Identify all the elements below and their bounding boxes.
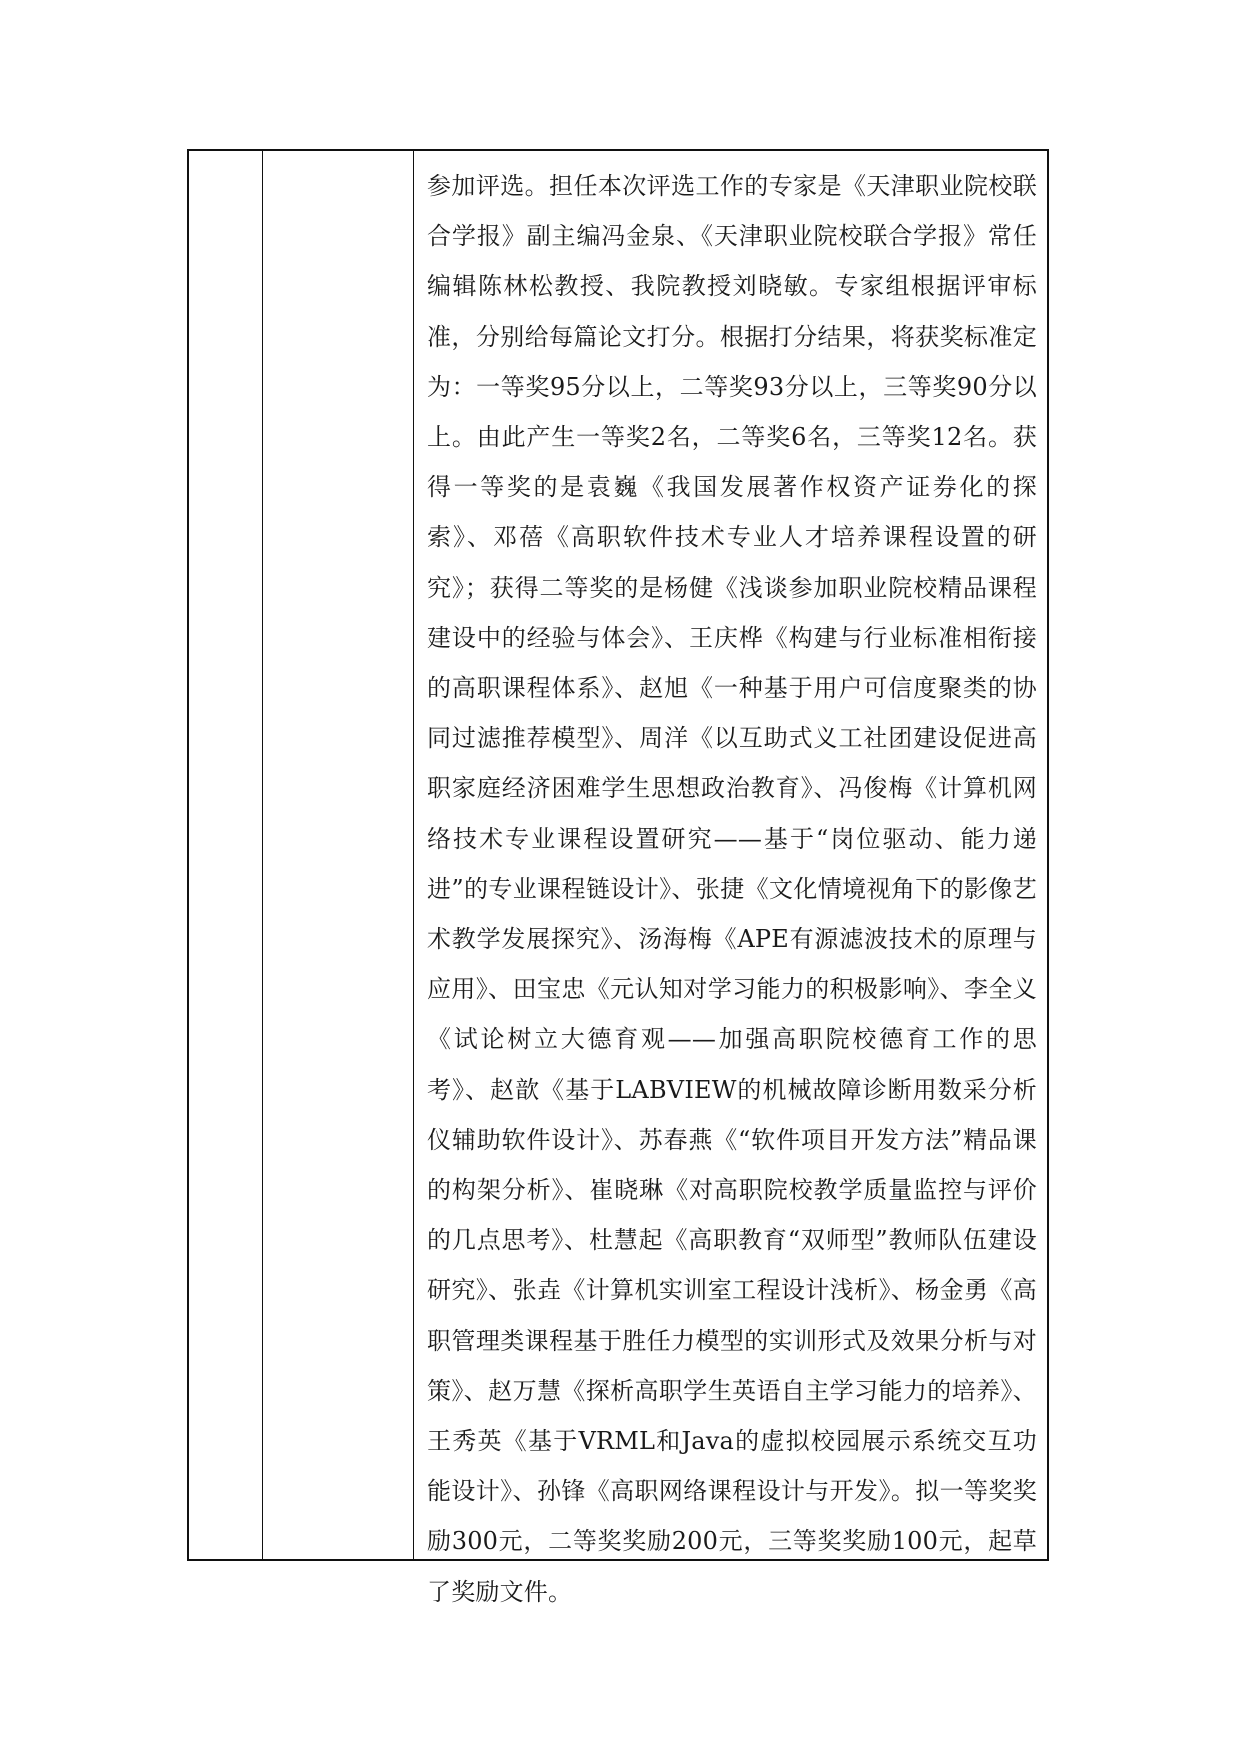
- table-cell-category: [189, 151, 263, 1559]
- table-cell-item: [263, 151, 414, 1559]
- form-table: [187, 149, 1049, 1606]
- table-cell-content: [414, 151, 1047, 1606]
- content-paragraph: 参加评选。担任本次评选工作的专家是《天津职业院校联合学报》副主编冯金泉、《天津职业院校联合学报》常任编辑陈林松教授、我院教授刘晓敏。专家组根据评审标准，分别给每篇论文打分。根据打分结果，将获奖标准定为：一等奖95分以上，二等奖93分以上，三等奖90分以上。由此产生一等奖2名，二等奖6名，三等奖12名。获得一等奖的是袁巍《我国发展著作权资产证券化的探索》、邓蓓《高职软件技术专业人才培养课程设置的研究》；获得二等奖的是杨健《浅谈参加职业院校精品课程建设中的经验与体会》、王庆桦《构建与行业标准相衔接的高职课程体系》、赵旭《一种基于用户可信度聚类的协同过滤推荐模型》、周洋《以互助式义工社团建设促进高职家庭经济困难学生思想政治教育》、冯俊梅《计算机网络技术专业课程设置研究——基于“岗位驱动、能力递进”的专业课程链设计》、张捷《文化情境视角下的影像艺术教学发展探究》、汤海梅《APE有源滤波技术的原理与应用》、田宝忠《元认知对学习能力的积极影响》、李全义《试论树立大德育观——加强高职院校德育工作的思考》、赵歆《基于LABVIEW的机械故障诊断用数采分析仪辅助软件设计》、苏春燕《“软件项目开发方法”精品课的构架分析》、崔晓琳《对高职院校教学质量监控与评价的几点思考》、杜慧起《高职教育“双师型”教师队伍建设研究》、张垚《计算机实训室工程设计浅析》、杨金勇《高职管理类课程基于胜任力模型的实训形式及效果分析与对策》、赵万慧《探析高职学生英语自主学习能力的培养》、王秀英《基于VRML和Java的虚拟校园展示系统交互功能设计》、孙锋《高职网络课程设计与开发》。拟一等奖奖励300元，二等奖奖励200元，三等奖奖励100元，起草了奖励文件。: [427, 172, 1037, 1606]
